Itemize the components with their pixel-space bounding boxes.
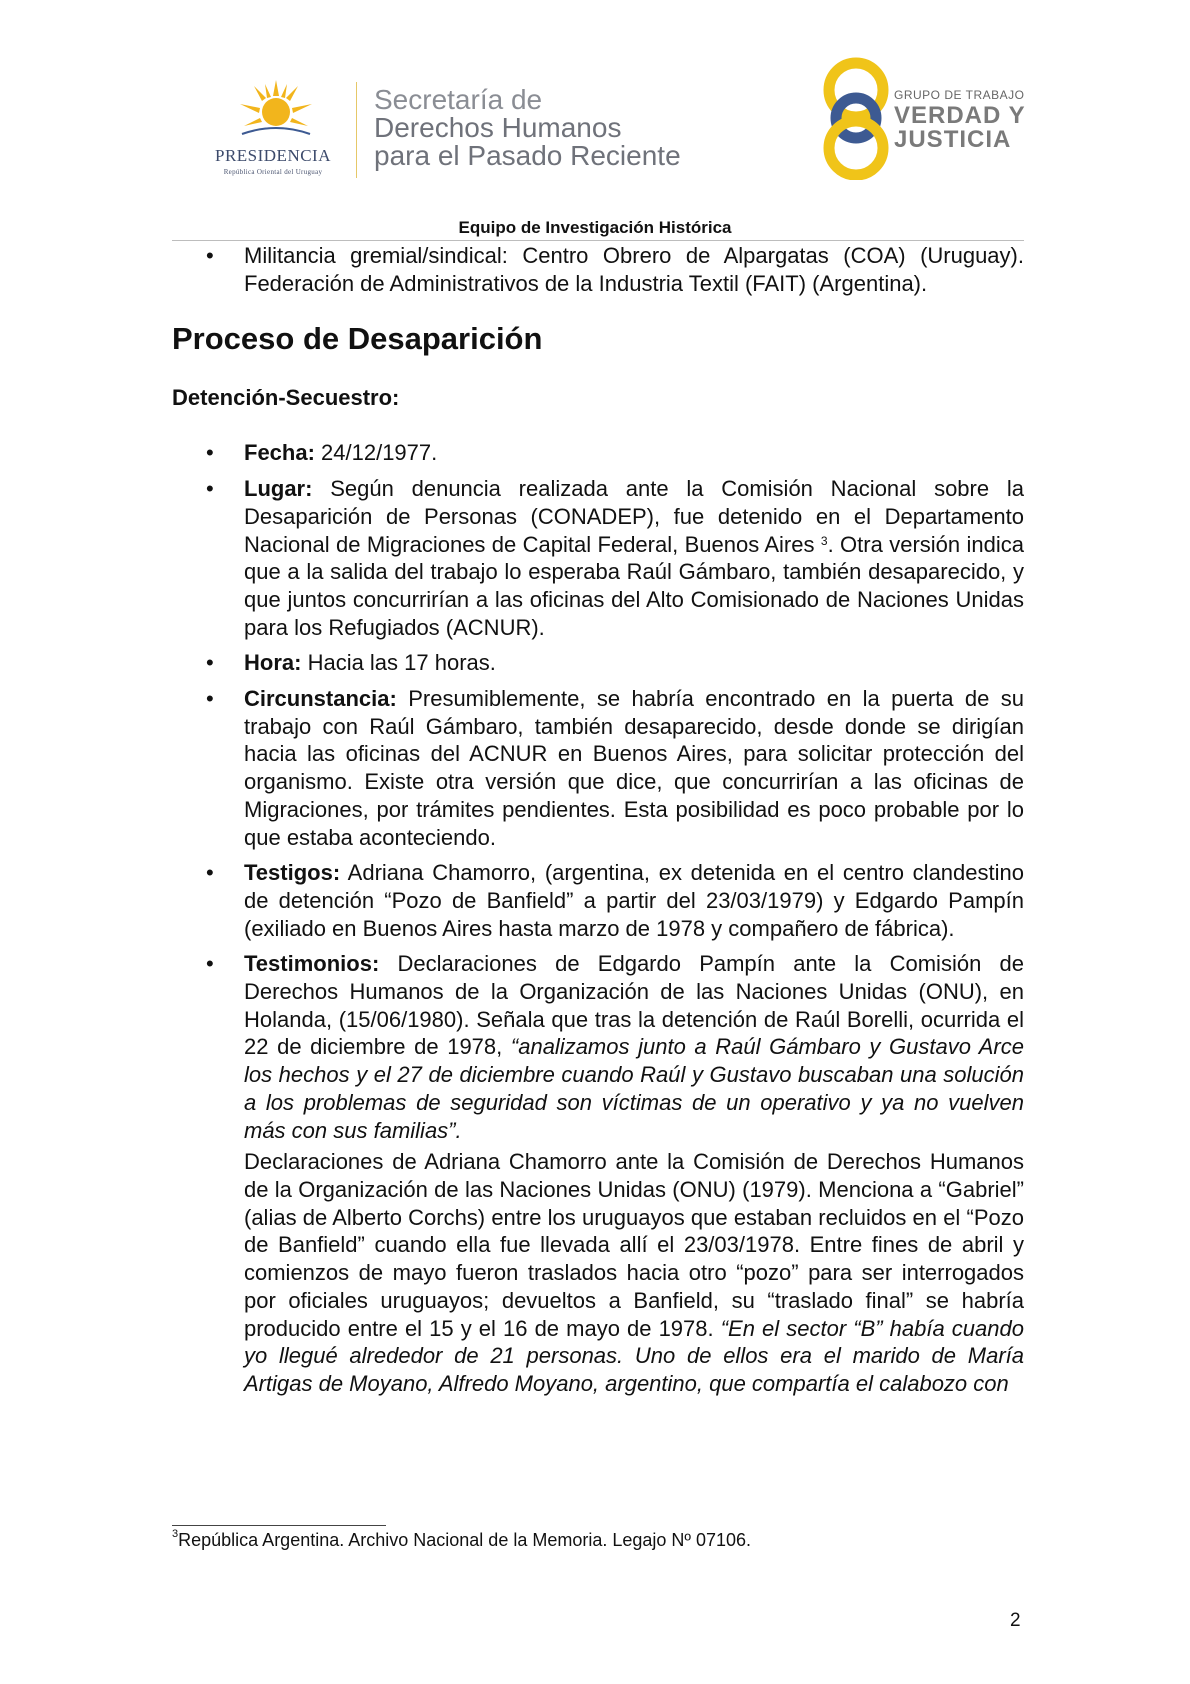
fecha-label: Fecha: — [244, 440, 315, 466]
list-item-fecha — [172, 439, 1024, 467]
secretaria-line-1: Secretaría de — [374, 84, 543, 115]
header-rule — [172, 240, 1024, 241]
hora-text: Hacia las 17 horas. — [301, 650, 496, 676]
circunstancia-label: Circunstancia: — [244, 686, 397, 712]
circunstancia-text: Presumiblemente, se habría encontrado en la puerta de su trabajo con Raúl Gámbaro, también desaparecido, desde donde se dirigían hacia las oficinas del ACNUR en Buenos Aires, para solicitar protección del organismo. Existe otra versión que dice, que concurrirían a las oficinas de Migraciones, por trámites pendientes. Esta posibilidad es poco probable por lo que estaba aconteciendo. — [244, 686, 1024, 850]
secretaria-line-3: para el Pasado Reciente — [374, 140, 681, 171]
footnote-text: República Argentina. Archivo Nacional de la Memoria. Legajo Nº 07106. — [178, 1530, 752, 1550]
footnote-ref: 3 — [820, 533, 828, 548]
lugar-text-b: . Otra versión indica que a la salida del trabajo lo esperaba Raúl Gámbaro, también desaparecido, y que juntos concurrirían a las oficinas del Alto Comisionado de Naciones Unidas para los Refugiados (ACNUR). — [244, 531, 1024, 640]
page-number: 2 — [1010, 1610, 1021, 1631]
subsection-title: Detención-Secuestro: — [172, 385, 400, 411]
presidencia-wordmark: PRESIDENCIA — [214, 146, 331, 165]
verdad-label: VERDAD Y — [894, 102, 1026, 129]
fecha-text: 24/12/1977. — [314, 440, 438, 466]
secretaria-title — [374, 86, 681, 170]
list-item-lugar — [172, 475, 1024, 641]
testimonios-quote: “analizamos junto a Raúl Gámbaro y Gustavo Arce los hechos y el 27 de diciembre cuando Raúl y Gustavo buscaban una solución a los problemas de seguridad son víctimas de un operativo y ya no vuelven más con sus familias”. — [244, 1034, 1024, 1143]
header-divider — [356, 82, 357, 178]
page-content — [172, 242, 1024, 1398]
grupo-label: GRUPO DE TRABAJO — [894, 88, 1025, 102]
footnote-number: 3 — [172, 1528, 179, 1540]
lugar-label: Lugar: — [244, 476, 313, 502]
page-header — [0, 0, 1190, 237]
sun-icon — [238, 78, 314, 140]
testimonios-text: Declaraciones de Edgardo Pampín ante la Comisión de Derechos Humanos de la Organización de las Naciones Unidas (ONU), en Holanda, (15/06/1980). Señala que tras la detención de Raúl Borelli, ocurrida el 22 de diciembre de 1978, — [244, 951, 1024, 1060]
list-item-circunstancia — [172, 685, 1024, 851]
rings-icon — [818, 56, 894, 180]
running-header: Equipo de Investigación Histórica — [458, 218, 732, 237]
presidencia-logo — [198, 78, 348, 178]
section-title: Proceso de Desaparición — [172, 321, 543, 357]
testimonios-label: Testimonios: — [244, 951, 380, 977]
testigos-label: Testigos: — [244, 860, 341, 886]
chamorro-paragraph — [172, 1148, 1024, 1397]
lugar-text-a: Según denuncia realizada ante la Comisión Nacional sobre la Desaparición de Personas (CONADEP), fue detenido en el Departamento Nacional de Migraciones de Capital Federal, Buenos Aires — [244, 476, 1024, 557]
footnote — [172, 1530, 751, 1551]
testigos-text: Adriana Chamorro, (argentina, ex detenida en el centro clandestino de detención “Pozo de Banfield” a partir del 23/03/1979) y Edgardo Pampín (exiliado en Buenos Aires hasta marzo de 1978 y compañero de fábrica). — [244, 860, 1024, 941]
justicia-label: JUSTICIA — [894, 126, 1012, 153]
secretaria-line-2: Derechos Humanos — [374, 112, 622, 143]
list-item-testigos — [172, 859, 1024, 942]
list-item-hora — [172, 649, 1024, 677]
chamorro-quote: “En el sector “B” había cuando yo llegué alrededor de 21 personas. Uno de ellos era el marido de María Artigas de Moyano, Alfredo Moyano, argentino, que compartía el calabozo con — [244, 1315, 1024, 1396]
chamorro-text: Declaraciones de Adriana Chamorro ante la Comisión de Derechos Humanos de la Organización de las Naciones Unidas (ONU) (1979). Menciona a “Gabriel” (alias de Alberto Corchs) entre los uruguayos que estaban recluidos en el “Pozo de Banfield” cuando ella fue llevada allí el 23/03/1978. Entre fines de abril y comienzos de mayo fueron traslados hacia otro “pozo” para ser interrogados por oficiales uruguayos; devueltos a Banfield, su “traslado final” se habría producido entre el 15 y el 16 de mayo de 1978. — [244, 1149, 1024, 1341]
list-item-testimonios — [172, 950, 1024, 1144]
hora-label: Hora: — [244, 650, 302, 676]
footnote-separator — [172, 1525, 386, 1526]
list-item-militancia: • Militancia gremial/sindical: Centro Obrero de Alpargatas (COA) (Uruguay). Federación de Administrativos de la Industria Textil (FAIT) (Argentina). — [172, 242, 1024, 297]
presidencia-subtitle: República Oriental del Uruguay — [223, 168, 323, 176]
verdad-justicia-logo — [818, 56, 1038, 186]
